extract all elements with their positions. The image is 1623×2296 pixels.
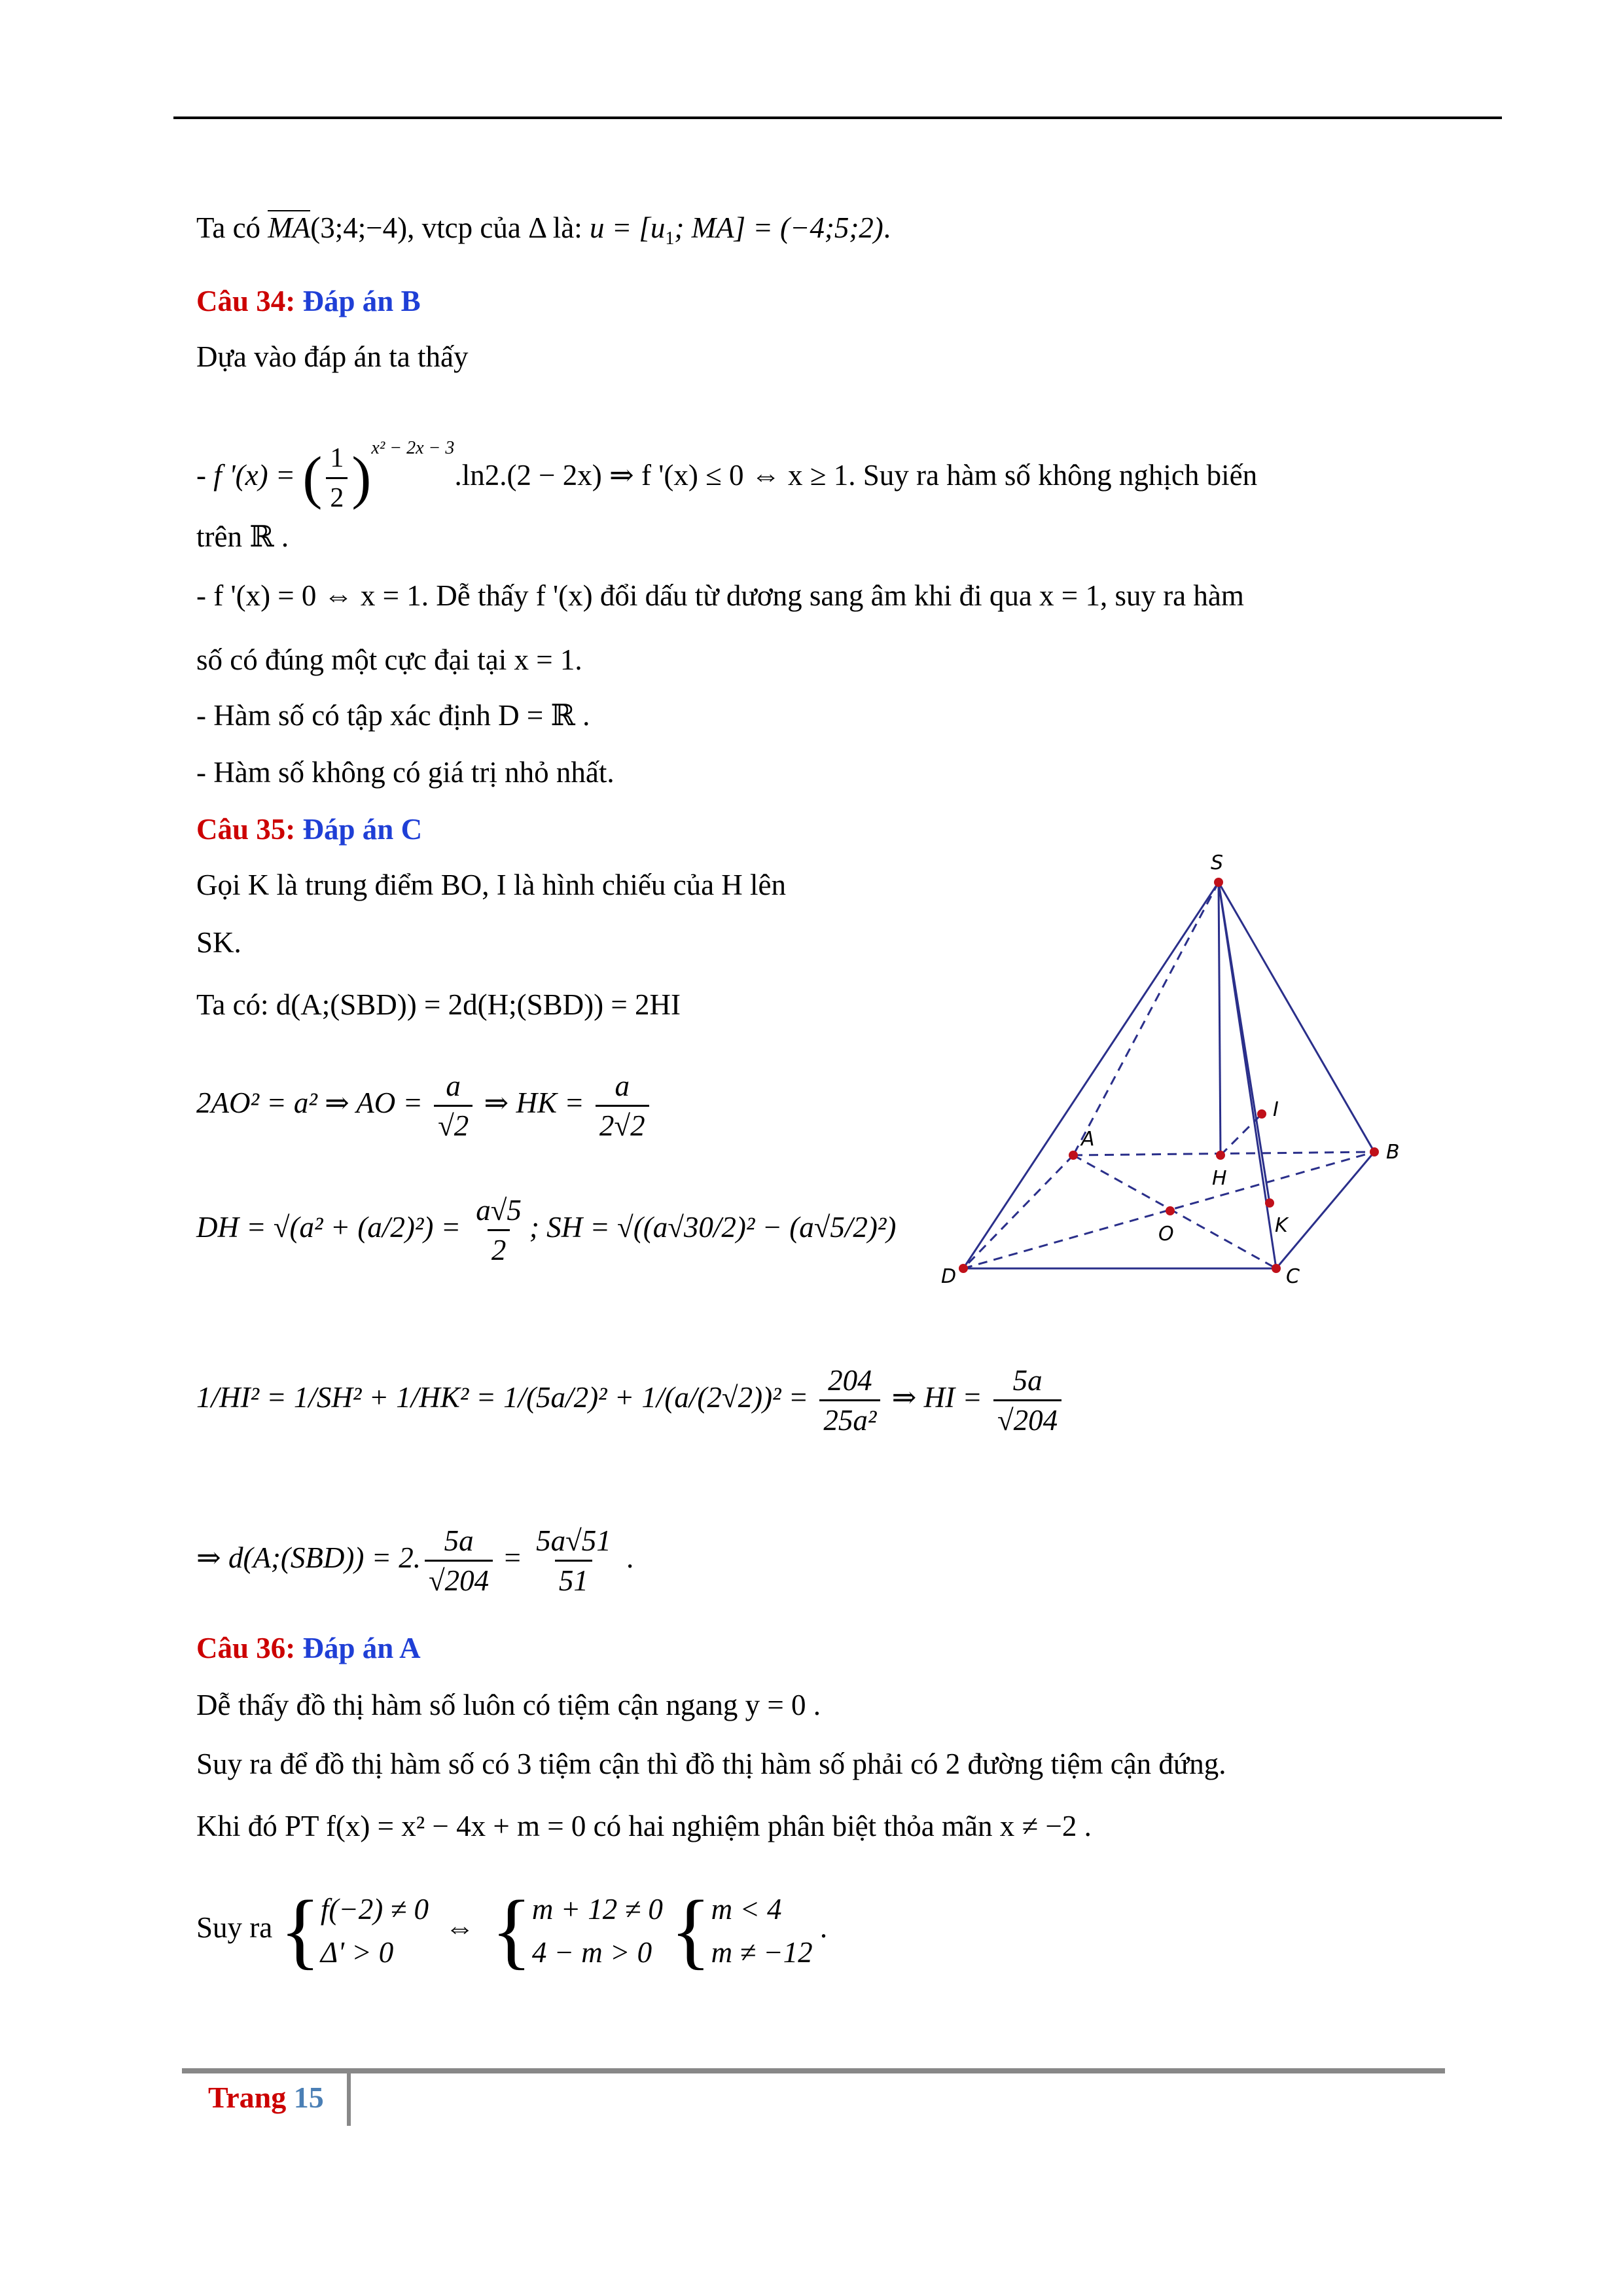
point-C <box>1272 1264 1281 1273</box>
label-C: C <box>1286 1265 1300 1288</box>
edge-AD <box>963 1155 1073 1268</box>
footer-rule <box>182 2068 1445 2073</box>
label-I: I <box>1273 1098 1279 1121</box>
label-B: B <box>1386 1141 1400 1164</box>
label-A: A <box>1081 1128 1095 1151</box>
equation-ao-hk: 2AO² = a² ⇒ AO = $\frac{a}{√2}$ ⇒ HK = $\frac{a}{2√2}$ <box>196 1060 653 1145</box>
page-label: Trang <box>208 2081 287 2114</box>
label-D: D <box>941 1265 957 1288</box>
text-line: Suy ra để đồ thị hàm số có 3 tiệm cận thì đồ thị hàm số phải có 2 đường tiệm cận đứng. <box>196 1748 1226 1780</box>
footer-divider <box>347 2073 351 2126</box>
text-line: Dễ thấy đồ thị hàm số luôn có tiệm cận ngang y = 0 . <box>196 1689 821 1721</box>
pyramid-figure <box>929 844 1440 1289</box>
edge-SD <box>963 882 1219 1268</box>
equation-hi: 1/HI² = 1/SH² + 1/HK² = 1/(5a/2)² + 1/(a/(2√2))² = $\frac{204}{\text{25a²}}$ ⇒ HI = $\frac{5a}{√204}$ <box>196 1348 1065 1446</box>
question-36-heading: Câu 36: Đáp án A <box>196 1632 421 1664</box>
text-line: Gọi K là trung điểm BO, I là hình chiếu của H lên <box>196 869 787 901</box>
label-H: H <box>1212 1167 1227 1190</box>
text-line: - f '(x) = 0 ⇔ x = 1. Dễ thấy f '(x) đổi dấu từ dương sang âm khi đi qua x = 1, suy ra hàm <box>196 579 1244 612</box>
page-footer <box>208 2080 324 2115</box>
point-O <box>1166 1206 1175 1215</box>
edge-AC <box>1073 1155 1276 1268</box>
point-S <box>1214 878 1223 887</box>
point-I <box>1257 1109 1266 1119</box>
point-K <box>1265 1198 1274 1208</box>
edge-SH <box>1219 882 1221 1155</box>
label-O: O <box>1158 1223 1174 1246</box>
system-inequalities: Suy ra { f(−2) ≠ 0 Δ' > 0 ⇔ { m + 12 ≠ 0 4 − m > 0 { m < 4 m ≠ −12 . <box>196 1883 828 1978</box>
edge-SA <box>1073 882 1219 1155</box>
text-line: Dựa vào đáp án ta thấy <box>196 340 469 373</box>
text-line: Khi đó PT f(x) = x² − 4x + m = 0 có hai nghiệm phân biệt thỏa mãn x ≠ −2 . <box>196 1810 1092 1842</box>
label-K: K <box>1275 1214 1288 1237</box>
text-line: - Hàm số không có giá trị nhỏ nhất. <box>196 756 615 789</box>
label-S: S <box>1211 852 1224 874</box>
point-H <box>1216 1151 1225 1160</box>
page-number: 15 <box>293 2081 324 2114</box>
equation-distance: Ta có: d(A;(SBD)) = 2d(H;(SBD)) = 2HI <box>196 988 681 1021</box>
equation-dh-sh: DH = √(a² + (a/2)²) = $\frac{a√5}{2}$ ; SH = √((a√30/2)² − (a√5/2)²) <box>196 1185 896 1270</box>
edge-CB <box>1276 1152 1374 1268</box>
edge-SK <box>1219 882 1270 1203</box>
header-rule <box>173 117 1502 119</box>
question-35-heading: Câu 35: Đáp án C <box>196 813 423 846</box>
point-B <box>1370 1147 1379 1157</box>
text-line: trên ℝ . <box>196 520 289 553</box>
equation-derivative: - f '(x) = ( $\frac{1}{2}$ )$^{x^2 - 2x - 3}$.ln2.(2 − 2x) ⇒ f '(x) ≤ 0 ⇔ x ≥ 1. Suy ra hàm số không nghịch biến <box>196 406 1257 491</box>
line-vector: Ta có MA(3;4;−4), vtcp của Δ là: $u = [u_1$; MA] = (−4;5;2). <box>196 211 891 249</box>
equation-result: ⇒ d(A;(SBD)) = 2. $\frac{5a}{√204}$ = $\frac{5a√51}{51}$ . <box>196 1515 633 1600</box>
text-line: số có đúng một cực đại tại x = 1. <box>196 643 582 676</box>
edge-SB <box>1219 882 1374 1152</box>
point-D <box>959 1264 968 1273</box>
question-34-heading: Câu 34: Đáp án B <box>196 285 421 317</box>
text-line: SK. <box>196 926 241 959</box>
point-A <box>1069 1151 1078 1160</box>
text-line: - Hàm số có tập xác định D = ℝ . <box>196 699 590 732</box>
